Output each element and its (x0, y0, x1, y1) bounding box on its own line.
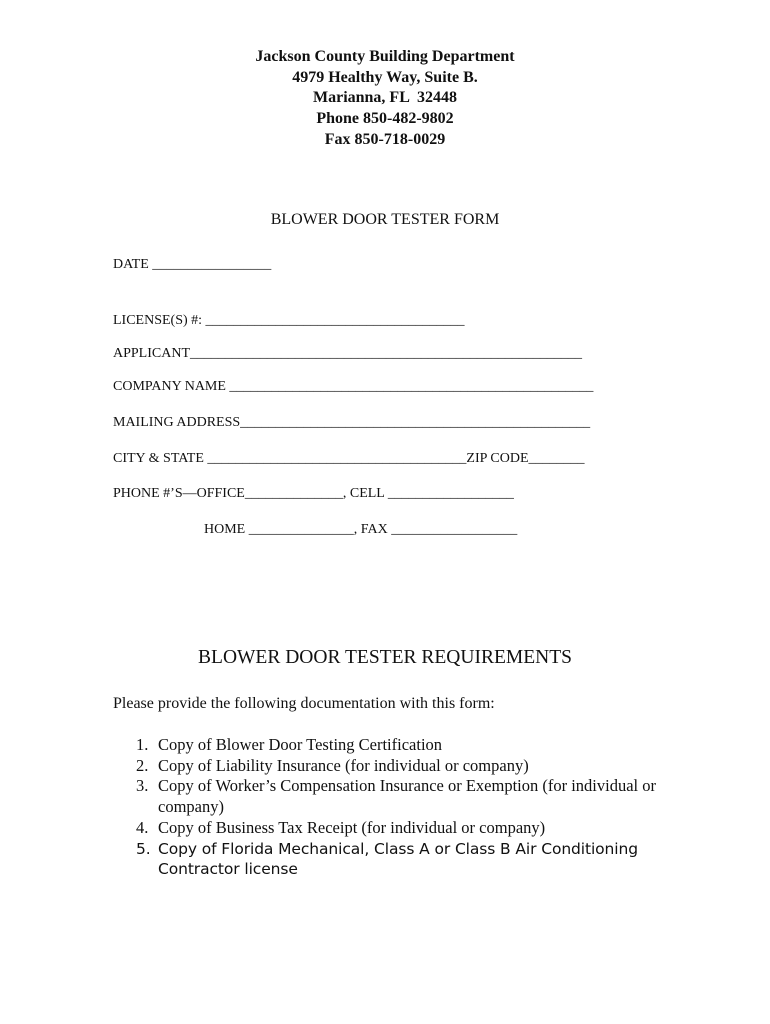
phone-home-fax-field[interactable]: HOME _______________, FAX __________________ (204, 522, 518, 537)
requirement-text: Copy of Blower Door Testing Certification (158, 735, 443, 754)
requirement-text: Copy of Florida Mechanical, Class A or Class B Air Conditioning Contractor license (158, 839, 638, 879)
requirement-number: 3. (136, 776, 149, 796)
mailing-address-field[interactable]: MAILING ADDRESS__________________________________________________ (113, 415, 591, 430)
department-name: Jackson County Building Department (255, 48, 515, 65)
requirement-item (113, 839, 673, 880)
department-header (0, 47, 770, 151)
requirement-number: 2. (136, 755, 149, 775)
city-state-zip-field[interactable]: CITY & STATE _____________________________________ZIP CODE________ (113, 451, 585, 466)
phone-office-cell-field[interactable]: PHONE #’S—OFFICE______________, CELL __________________ (113, 486, 514, 501)
requirement-item (113, 818, 673, 839)
requirements-title: BLOWER DOOR TESTER REQUIREMENTS (198, 647, 572, 668)
department-street: 4979 Healthy Way, Suite B. (292, 68, 478, 86)
requirement-item (113, 756, 673, 777)
department-fax: Fax 850-718-0029 (324, 130, 446, 148)
requirement-text: Copy of Business Tax Receipt (for individual or company) (158, 817, 546, 837)
license-field[interactable]: LICENSE(S) #: _____________________________________ (113, 313, 465, 328)
requirements-list (113, 735, 673, 880)
requirement-number: 5. (136, 839, 151, 858)
applicant-field[interactable]: APPLICANT________________________________________________________ (113, 346, 583, 361)
department-city: Marianna, FL 32448 (312, 89, 457, 107)
date-field[interactable]: DATE _________________ (113, 257, 272, 272)
requirements-intro: Please provide the following documentation with this form: (113, 695, 495, 712)
form-title: BLOWER DOOR TESTER FORM (270, 211, 500, 228)
requirement-text: Copy of Worker’s Compensation Insurance or Exemption (for individual or company) (158, 776, 657, 817)
company-name-field[interactable]: COMPANY NAME ____________________________________________________ (113, 379, 594, 394)
requirement-item (113, 735, 673, 756)
requirement-number: 4. (136, 817, 149, 837)
department-phone: Phone 850-482-9802 (316, 110, 454, 128)
requirement-item (113, 776, 673, 817)
requirement-number: 1. (136, 735, 149, 754)
requirement-text: Copy of Liability Insurance (for individual or company) (158, 755, 529, 775)
